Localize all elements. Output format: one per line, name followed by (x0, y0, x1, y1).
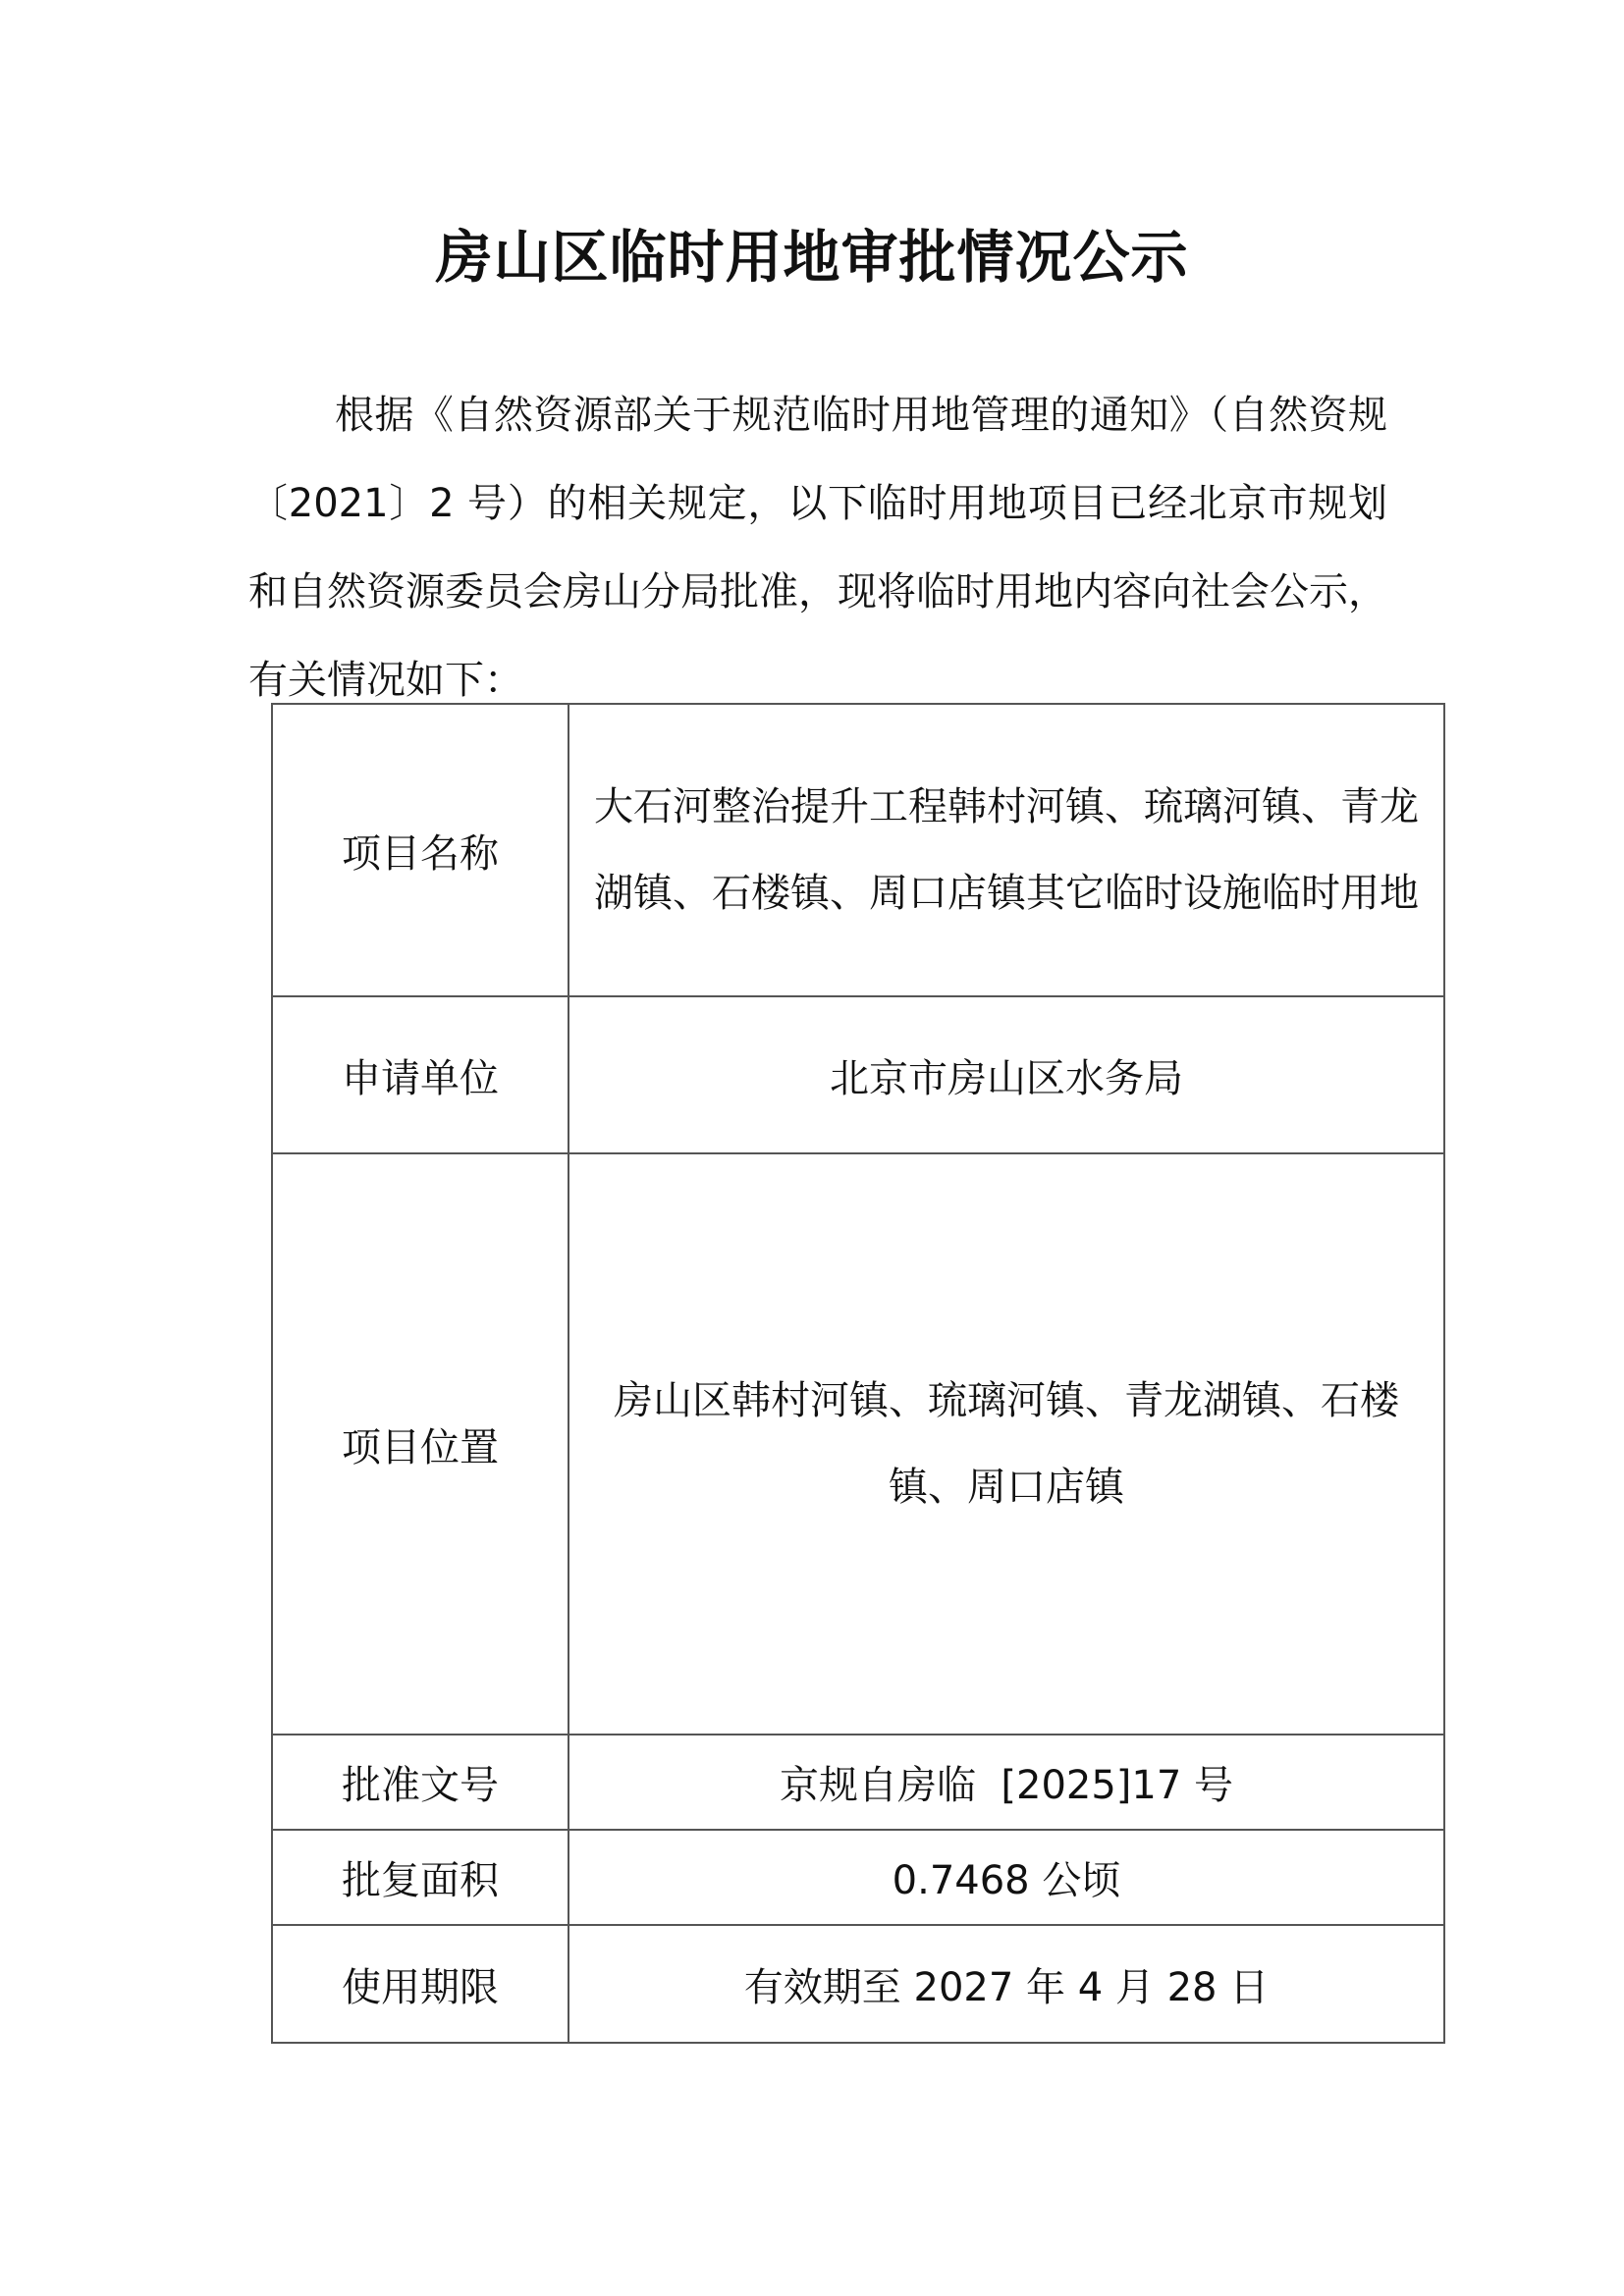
table-row-approved-area (272, 1830, 1444, 1925)
value-project-name: 大石河整治提升工程韩村河镇、琉璃河镇、青龙湖镇、石楼镇、周口店镇其它临时设施临时用地 (568, 704, 1444, 996)
page-title: 房山区临时用地审批情况公示 (435, 224, 1189, 291)
label-applicant: 申请单位 (272, 996, 568, 1153)
table-row-applicant (272, 996, 1444, 1153)
label-approved-area: 批复面积 (272, 1830, 568, 1925)
table-row-approval-number (272, 1735, 1444, 1830)
label-location: 项目位置 (272, 1153, 568, 1735)
table-row-project-name (272, 704, 1444, 996)
table-row-location (272, 1153, 1444, 1735)
value-location: 房山区韩村河镇、琉璃河镇、青龙湖镇、石楼镇、周口店镇 (568, 1153, 1444, 1735)
value-applicant: 北京市房山区水务局 (568, 996, 1444, 1153)
value-usage-term: 有效期至 2027 年 4 月 28 日 (568, 1925, 1444, 2043)
table-row-usage-term (272, 1925, 1444, 2043)
label-usage-term: 使用期限 (272, 1925, 568, 2043)
label-project-name: 项目名称 (272, 704, 568, 996)
approval-info-table (271, 703, 1445, 2044)
intro-paragraph: 根据《自然资源部关于规范临时用地管理的通知》（自然资规〔2021〕2 号）的相关规定，以下临时用地项目已经北京市规划和自然资源委员会房山分局批准，现将临时用地内容向社会公示，有关情况如下： (248, 393, 1387, 703)
value-approval-number: 京规自房临 [2025]17 号 (568, 1735, 1444, 1830)
value-approved-area: 0.7468 公顷 (568, 1830, 1444, 1925)
label-approval-number: 批准文号 (272, 1735, 568, 1830)
